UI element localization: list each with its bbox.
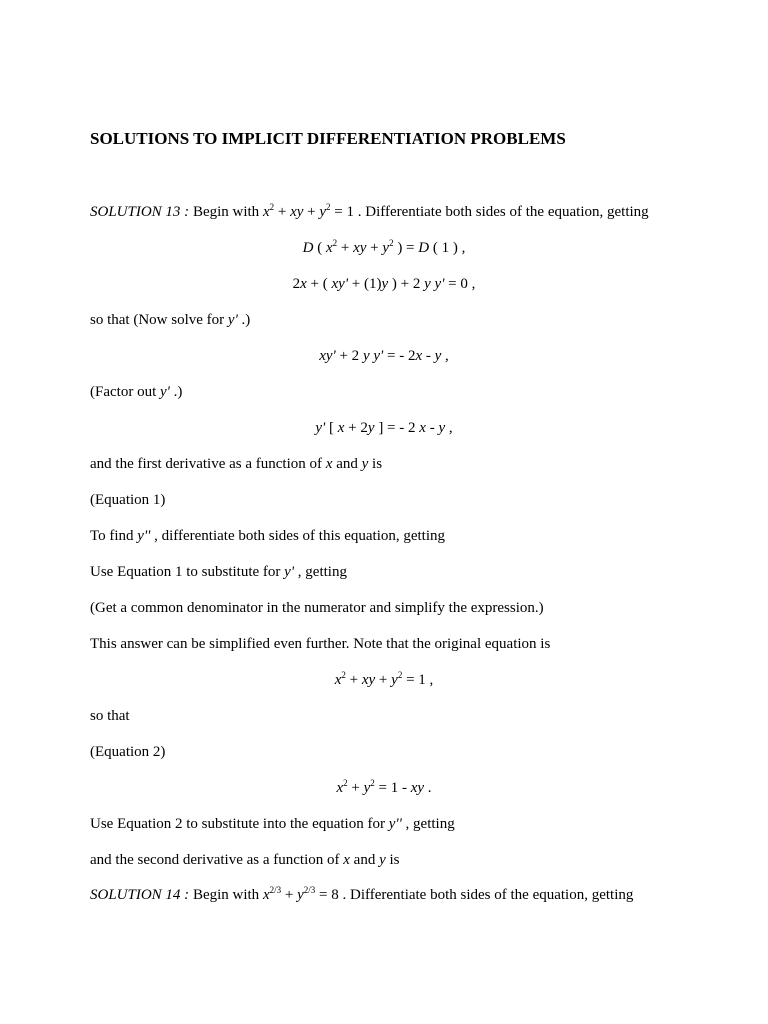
- text-use-equation-1: Use Equation 1 to substitute for y' , getting: [90, 564, 347, 580]
- equation-1-label: (Equation 1): [90, 492, 166, 508]
- solution-13-label: SOLUTION 13 :: [90, 204, 190, 220]
- text-so-that: so that: [90, 708, 130, 724]
- equation-differentiate: D ( $x^2$ + xy + $y^2$ ) = D ( 1 ) ,: [302, 238, 466, 256]
- solution-14-label: SOLUTION 14 :: [90, 887, 190, 903]
- equation-original: $x^2$ + xy + $y^2 = 1$ ,: [334, 670, 434, 688]
- equation-derivative: 2x + ( xy' + (1)y ) + 2 y y' = 0 ,: [292, 276, 476, 292]
- solution-13-intro: SOLUTION 13 : Begin with $x^2$ + xy + $y^2 = 1$ . Differentiate both sides of the equation, getting: [90, 202, 649, 220]
- text-factor-out: (Factor out y' .): [90, 384, 183, 400]
- text-second-derivative: and the second derivative as a function of x and y is: [90, 852, 400, 868]
- equation-2-label: (Equation 2): [90, 744, 166, 760]
- text-to-find: To find y'' , differentiate both sides of this equation, getting: [90, 528, 446, 544]
- page-title: SOLUTIONS TO IMPLICIT DIFFERENTIATION PROBLEMS: [90, 129, 566, 148]
- equation-solve: xy' + 2 y y' = - 2x - y ,: [319, 348, 449, 364]
- text-use-equation-2: Use Equation 2 to substitute into the equation for y'' , getting: [90, 816, 455, 832]
- equation-two: $x^2 + y^2 = 1$ - xy .: [336, 778, 432, 796]
- text-solve-for: so that (Now solve for y' .): [90, 312, 251, 328]
- equation-factor: y' [ x + 2y ] = - 2 x - y ,: [315, 420, 453, 436]
- text-first-derivative: and the first derivative as a function of x and y is: [90, 456, 383, 472]
- text-simplified: This answer can be simplified even further. Note that the original equation is: [90, 636, 551, 652]
- text-common-denominator: (Get a common denominator in the numerator and simplify the expression.): [90, 600, 544, 616]
- solution-14-intro: SOLUTION 14 : Begin with $x^{2/3} + y^{2/3} = 8$ . Differentiate both sides of the equation, getting: [90, 885, 634, 903]
